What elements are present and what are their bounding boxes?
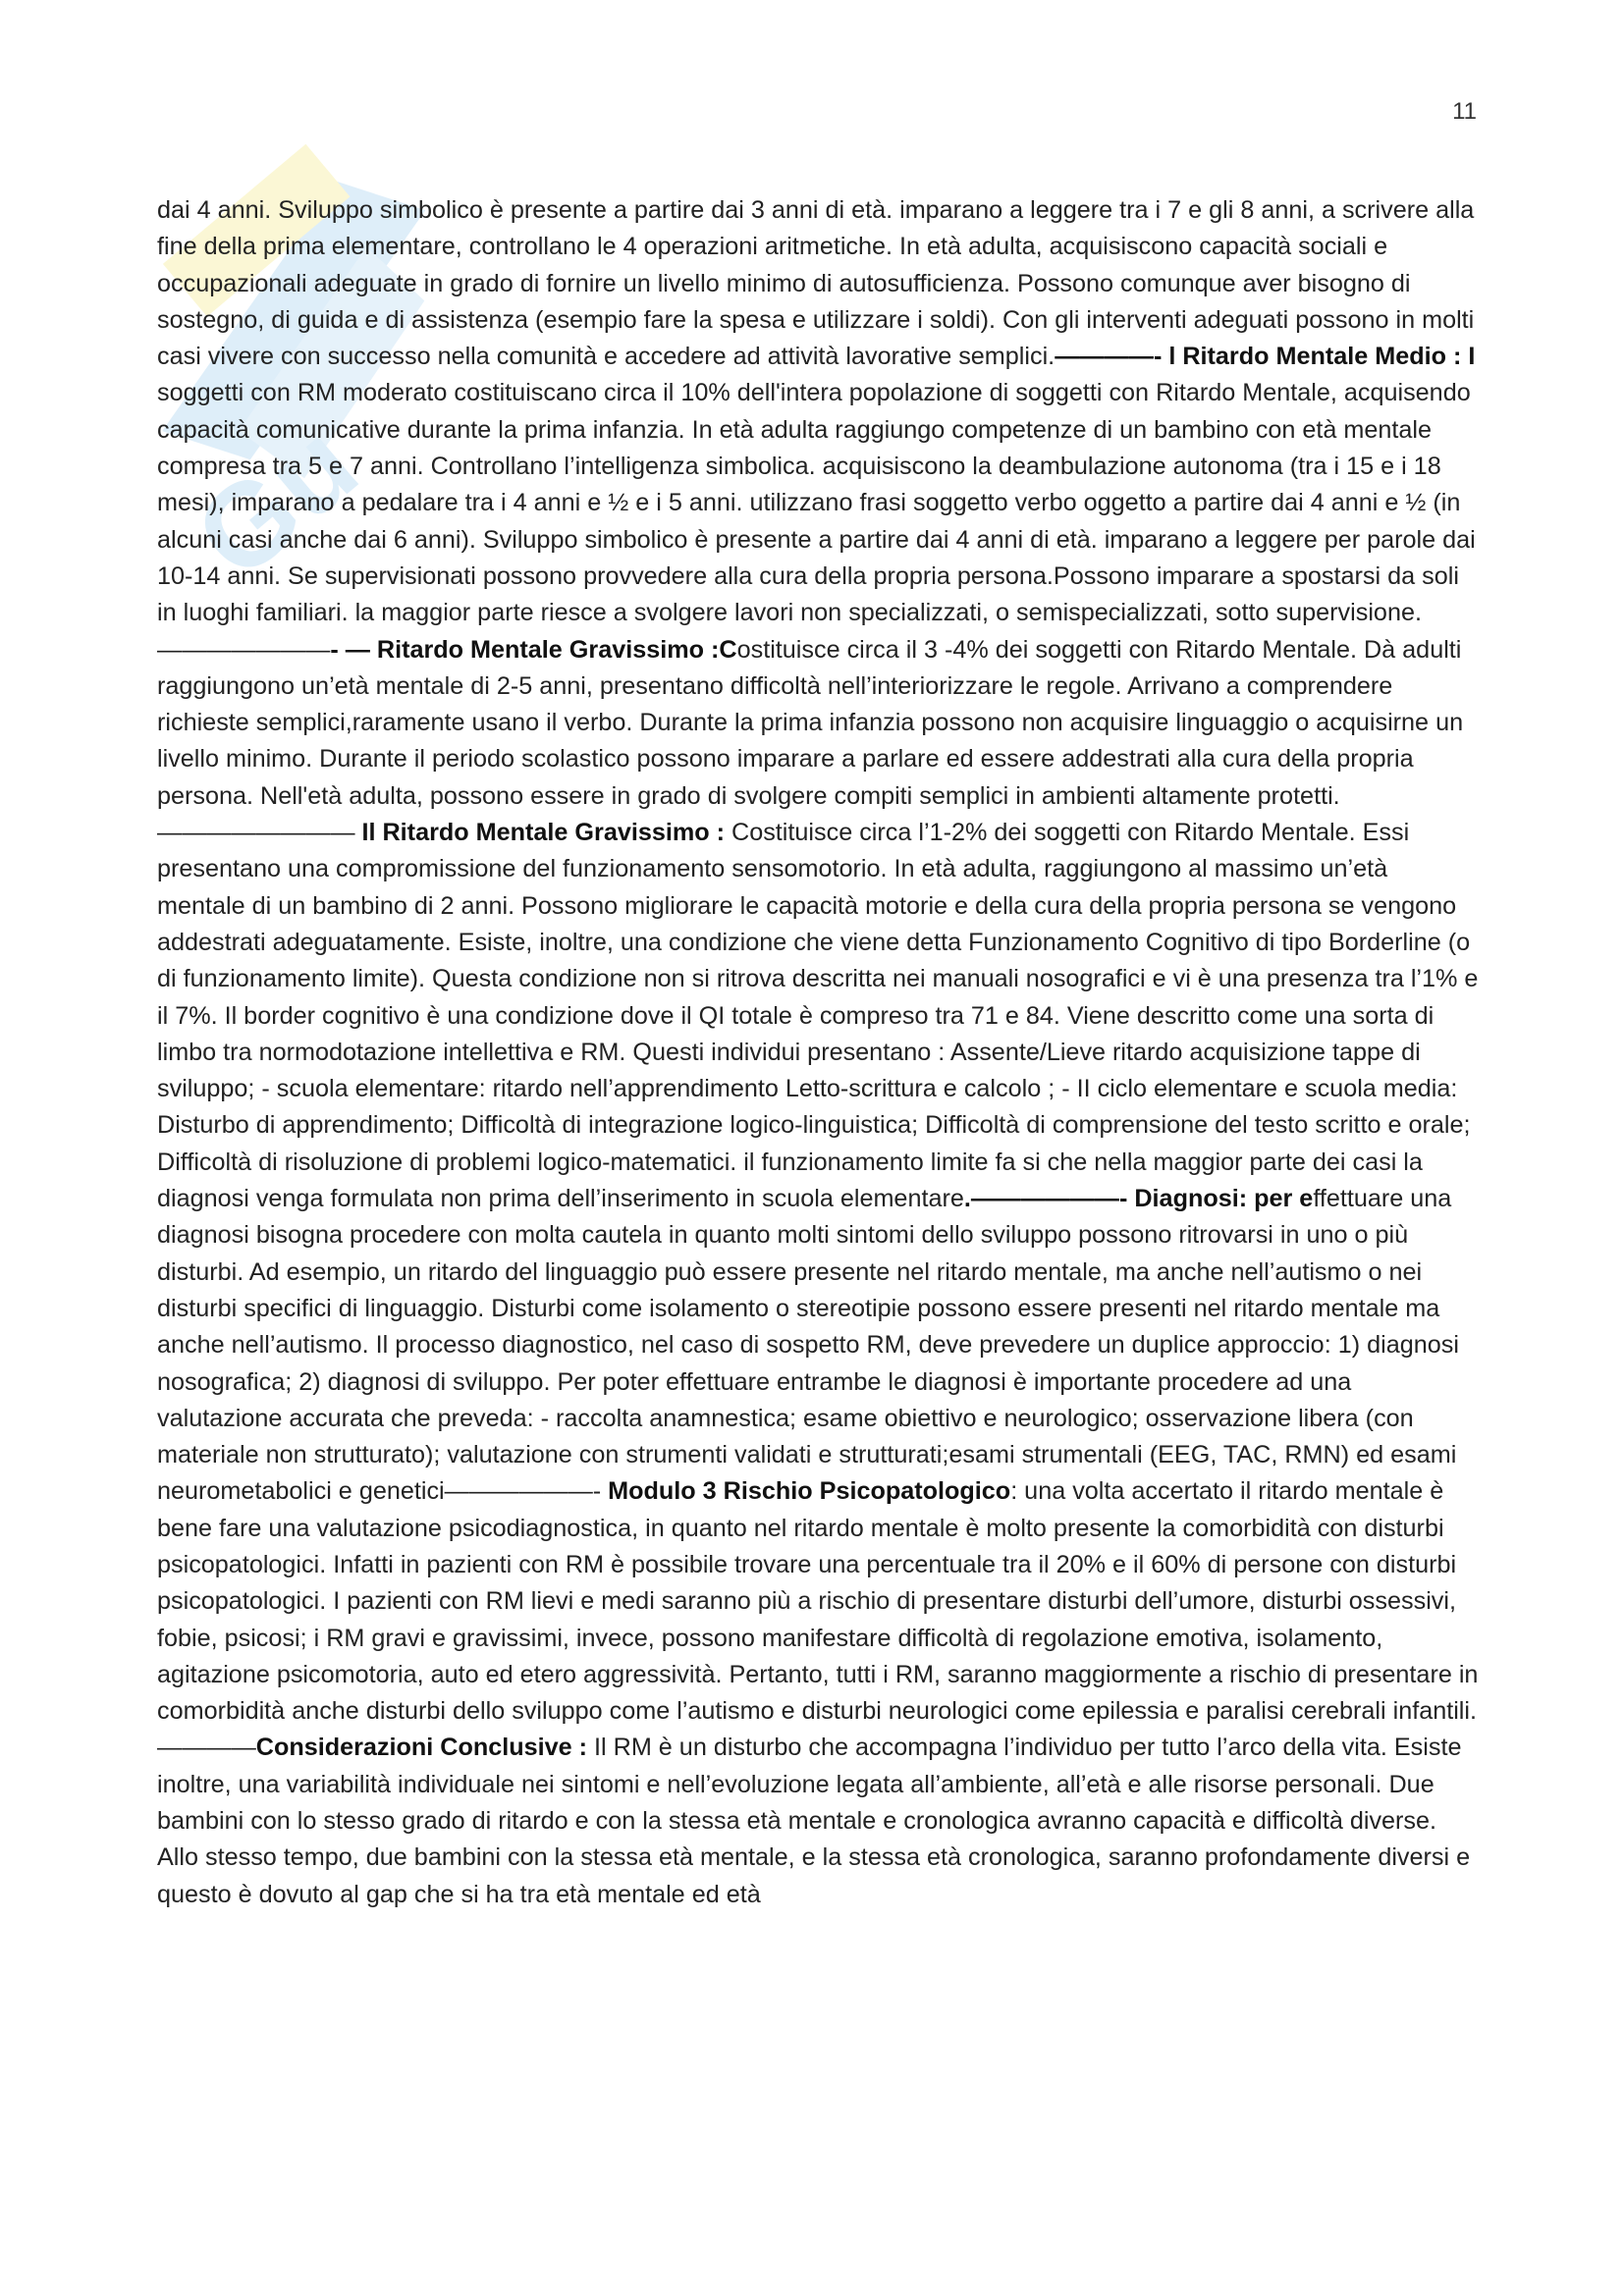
- text-segment: Il RM è un disturbo che accompagna l’individuo per tutto l’arco della vita. Esiste inoltre, una variabilità individuale nei sintomi e nell’evoluzione legata all’ambiente, all’età e alle risorse personali. Due bambini con lo stesso grado di ritardo e con la stessa età mentale e cronologica avranno capacità e difficoltà diverse. Allo stesso tempo, due bambini con la stessa età mentale, e la stessa età cronologica, saranno profondamente diversi e questo è dovuto al gap che si ha tra età mentale ed età: [157, 1734, 1471, 1908]
- heading-ritardo-mentale-medio: ————- l Ritardo Mentale Medio : I: [1055, 343, 1476, 371]
- page-number: 11: [1452, 98, 1477, 125]
- heading-diagnosi: .——————- Diagnosi: per e: [963, 1185, 1314, 1213]
- text-segment: Costituisce circa l’1-2% dei soggetti con Ritardo Mentale. Essi presentano una compromissione del funzionamento sensomotorio. In età adulta, raggiungono al massimo un’età mentale di un bambino di 2 anni. Possono migliorare le capacità motorie e della cura della propria persona se vengono addestrati adeguatamente. Esiste, inoltre, una condizione che viene detta Funzionamento Cognitivo di tipo Borderline (o di funzionamento limite). Questa condizione non si ritrova descritta nei manuali nosografici e vi è una presenza tra l’1% e il 7%. Il border cognitivo è una condizione dove il QI totale è compreso tra 71 e 84. Viene descritto come una sorta di limbo tra normodotazione intellettiva e RM. Questi individui presentano : Assente/Lieve ritardo acquisizione tappe di sviluppo; - scuola elementare: ritardo nell’apprendimento Letto-scrittura e calcolo ; - II ciclo elementare e scuola media: Disturbo di apprendimento; Difficoltà di integrazione logico-linguistica; Difficoltà di comprensione del testo scritto e orale; Difficoltà di risoluzione di problemi logico-matematici. il funzionamento limite fa si che nella maggior parte dei casi la diagnosi venga formulata non prima dell’inserimento in scuola elementare: [157, 819, 1479, 1213]
- body-text: [157, 192, 1479, 1913]
- text-segment: ffettuare una diagnosi bisogna procedere con molta cautela in quanto molti sintomi dello sviluppo possono ritrovarsi in uno o più disturbi. Ad esempio, un ritardo del linguaggio può essere presente nel ritardo mentale, ma anche nell’autismo o nei disturbi specifici di linguaggio. Disturbi come isolamento o stereotipie possono essere presenti nel ritardo mentale ma anche nell’autismo. Il processo diagnostico, nel caso di sospetto RM, deve prevedere un duplice approccio: 1) diagnosi nosografica; 2) diagnosi di sviluppo. Per poter effettuare entrambe le diagnosi è importante procedere ad una valutazione accurata che preveda: - raccolta anamnestica; esame obiettivo e neurologico; osservazione libera (con materiale non strutturato); valutazione con strumenti validati e strutturati;esami strumentali (EEG, TAC, RMN) ed esami neurometabolici e genetici——————-: [157, 1185, 1459, 1506]
- heading-modulo-3: Modulo 3 Rischio Psicopatologico: [608, 1477, 1011, 1506]
- text-segment: ostituisce circa il 3 -4% dei soggetti con Ritardo Mentale. Dà adulti raggiungono un’età mentale di 2-5 anni, presentano difficoltà nell’interiorizzare le regole. Arrivano a comprendere richieste semplici,raramente usano il verbo. Durante la prima infanzia possono non acquisire linguaggio o acquisirne un livello minimo. Durante il periodo scolastico possono imparare a parlare ed essere addestrati alla cura della propria persona. Nell'età adulta, possono essere in grado di svolgere compiti semplici in ambienti altamente protetti.————————: [157, 635, 1464, 847]
- text-segment: soggetti con RM moderato costituiscano circa il 10% dell'intera popolazione di soggetti con Ritardo Mentale, acquisendo capacità comunicative durante la prima infanzia. In età adulta raggiungo competenze di un bambino con età mentale compresa tra 5 e 7 anni. Controllano l’intelligenza simbolica. acquisiscono la deambulazione autonoma (tra i 15 e i 18 mesi), imparano a pedalare tra i 4 anni e ½ e i 5 anni. utilizzano frasi soggetto verbo oggetto a partire dai 4 anni e ½ (in alcuni casi anche dai 6 anni). Sviluppo simbolico è presente a partire dai 4 anni di età. imparano a leggere per parole dai 10-14 anni. Se supervisionati possono provvedere alla cura della propria persona.Possono imparare a spostarsi da soli in luoghi familiari. la maggior parte riesce a svolgere lavori non specializzati, o semispecializzati, sotto supervisione.———————: [157, 379, 1476, 664]
- text-segment: : una volta accertato il ritardo mentale è bene fare una valutazione psicodiagnostica, in quanto nel ritardo mentale è molto presente la comorbidità con disturbi psicopatologici. Infatti in pazienti con RM è possibile trovare una percentuale tra il 20% e il 60% di persone con disturbi psicopatologici. I pazienti con RM lievi e medi saranno più a rischio di presentare disturbi dell’umore, disturbi ossessivi, fobie, psicosi; i RM gravi e gravissimi, invece, possono manifestare difficoltà di regolazione emotiva, isolamento, agitazione psicomotoria, auto ed etero aggressività. Pertanto, tutti i RM, saranno maggiormente a rischio di presentare in comorbidità anche disturbi dello sviluppo come l’autismo e disturbi neurologici come epilessia e paralisi cerebrali infantili. ————: [157, 1477, 1479, 1762]
- text-segment: dai 4 anni. Sviluppo simbolico è presente a partire dai 3 anni di età. imparano a leggere tra i 7 e gli 8 anni, a scrivere alla fine della prima elementare, controllano le 4 operazioni aritmetiche. In età adulta, acquisiscono capacità sociali e occupazionali adeguate in grado di fornire un livello minimo di autosufficienza. Possono comunque aver bisogno di sostegno, di guida e di assistenza (esempio fare la spesa e utilizzare i soldi). Con gli interventi adeguati possono in molti casi vivere con successo nella comunità e accedere ad attività lavorative semplici.: [157, 196, 1475, 371]
- heading-ritardo-mentale-gravissimo: - — Ritardo Mentale Gravissimo :C: [330, 635, 737, 664]
- paragraph: [157, 192, 1479, 1913]
- heading-considerazioni-conclusive: Considerazioni Conclusive :: [255, 1734, 588, 1762]
- svg-text:Gu: Gu: [171, 398, 382, 605]
- heading-ritardo-mentale-gravissimo-2: Il Ritardo Mentale Gravissimo :: [354, 819, 726, 847]
